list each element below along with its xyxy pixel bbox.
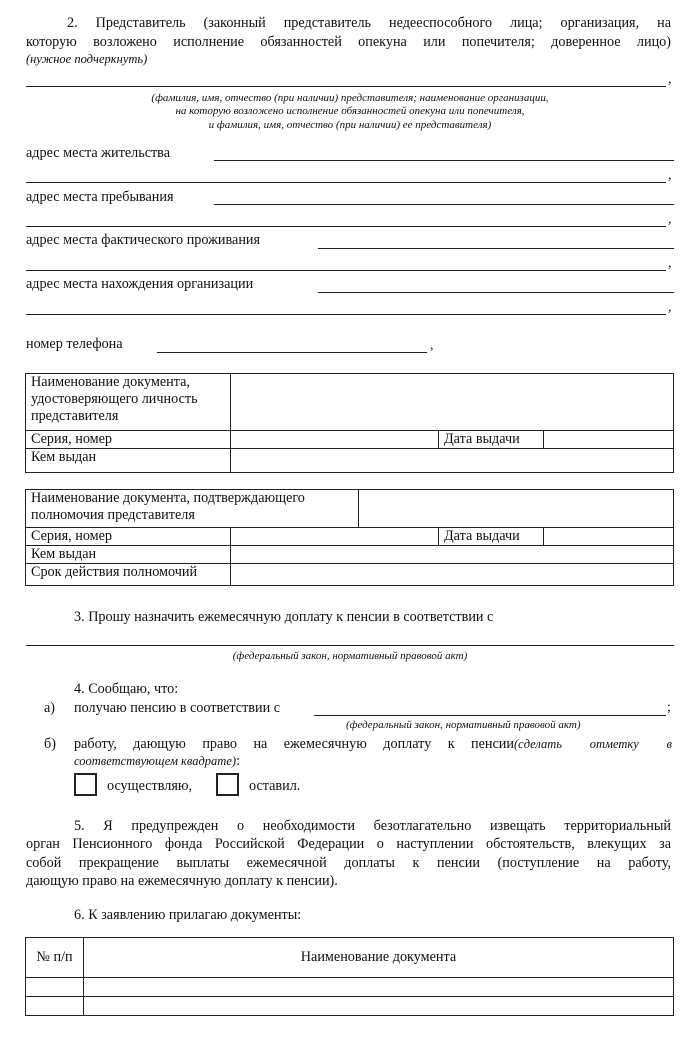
authority-validity-cell[interactable]: [231, 564, 674, 586]
identity-series-label: Серия, номер: [26, 431, 231, 449]
org-line[interactable]: [318, 292, 674, 293]
sec5-line1: 5. Я предупрежден о необходимости безотлагательно извещать территориальный: [74, 818, 671, 834]
sec2-caption-3: и фамилия, имя, отчество (при наличии) ее представителя): [208, 119, 492, 131]
authority-issue-date-label: Дата выдачи: [439, 528, 544, 546]
comma: ,: [668, 212, 672, 227]
org-label: адрес места нахождения организации: [26, 276, 254, 292]
sec4-b-line1: работу, дающую право на ежемесячную доплату к пенсии(сделать отметку в: [74, 736, 672, 752]
attachments-col-name: Наименование документа: [84, 938, 674, 978]
org-line-2[interactable]: [26, 314, 666, 315]
residence-line-2[interactable]: [26, 182, 666, 183]
actual-line-2[interactable]: [26, 270, 666, 271]
actual-label: адрес места фактического проживания: [26, 232, 261, 248]
sec5-line3: собой прекращение выплаты ежемесячной доплаты к пенсии (поступление на работу,: [26, 855, 671, 871]
sec2-caption-1: (фамилия, имя, отчество (при наличии) представителя; наименование организации,: [151, 92, 549, 104]
identity-document-table: [25, 373, 674, 473]
authority-doc-name-label: Наименование документа, подтверждающего полномочия представителя: [26, 490, 359, 528]
attachments-col-number: № п/п: [26, 938, 84, 978]
attachments-table: [25, 937, 674, 1016]
identity-doc-name-cell[interactable]: [231, 374, 674, 431]
sec4-a-letter: а): [44, 700, 56, 716]
residence-label: адрес места жительства: [26, 145, 170, 161]
attachments-row-2-name[interactable]: [84, 997, 674, 1016]
authority-issued-by-cell[interactable]: [231, 546, 674, 564]
representative-name-line[interactable]: [26, 86, 666, 87]
sec4-a-law-line[interactable]: [314, 715, 666, 716]
attachments-row-2-number[interactable]: [26, 997, 84, 1016]
authority-series-cell[interactable]: [231, 528, 439, 546]
identity-issue-date-cell[interactable]: [544, 431, 674, 449]
sec6-title: 6. К заявлению прилагаю документы:: [74, 907, 302, 923]
authority-validity-label: Срок действия полномочий: [26, 564, 231, 586]
sec2-line2: которую возложено исполнение обязанностей опекуна или попечителя; доверенное лицо): [26, 34, 671, 50]
phone-line[interactable]: [157, 352, 427, 353]
sec5-line4: дающую право на ежемесячную доплату к пенсии).: [26, 873, 338, 889]
sec3-text: 3. Прошу назначить ежемесячную доплату к пенсии в соответствии с: [74, 609, 494, 625]
sec4-a-text: получаю пенсию в соответствии с: [74, 700, 281, 716]
authority-series-label: Серия, номер: [26, 528, 231, 546]
sec3-law-line[interactable]: [26, 645, 674, 646]
comma: ,: [668, 256, 672, 271]
sec4-b-line2: соответствующем квадрате):: [74, 753, 241, 769]
work-ongoing-label: осуществляю,: [107, 778, 192, 794]
sec2-caption-2: на которую возложено исполнение обязанностей опекуна или попечителя,: [175, 105, 525, 117]
sec3-caption: (федеральный закон, нормативный правовой акт): [232, 650, 468, 662]
actual-line[interactable]: [318, 248, 674, 249]
comma: ,: [668, 72, 672, 87]
authority-issued-by-label: Кем выдан: [26, 546, 231, 564]
stay-label: адрес места пребывания: [26, 189, 174, 205]
sec5-line2: орган Пенсионного фонда Российской Федерации о наступлении обстоятельств, влекущих за: [26, 836, 671, 852]
sec4-a-caption: (федеральный закон, нормативный правовой акт): [346, 719, 581, 731]
identity-issued-by-cell[interactable]: [231, 449, 674, 473]
work-left-label: оставил.: [249, 778, 301, 794]
stay-line-2[interactable]: [26, 226, 666, 227]
comma: ,: [668, 168, 672, 183]
authority-doc-name-cell[interactable]: [359, 490, 674, 528]
identity-issued-by-label: Кем выдан: [26, 449, 231, 473]
semicolon: ;: [667, 700, 671, 715]
authority-issue-date-cell[interactable]: [544, 528, 674, 546]
identity-series-cell[interactable]: [231, 431, 439, 449]
phone-label: номер телефона: [26, 336, 123, 352]
sec4-title: 4. Сообщаю, что:: [74, 681, 179, 697]
sec4-b-letter: б): [44, 736, 56, 752]
sec2-note: (нужное подчеркнуть): [26, 52, 148, 66]
work-left-checkbox[interactable]: [216, 773, 239, 796]
attachments-row-1-number[interactable]: [26, 978, 84, 997]
residence-line[interactable]: [214, 160, 674, 161]
work-ongoing-checkbox[interactable]: [74, 773, 97, 796]
identity-doc-name-label: Наименование документа, удостоверяющего личность представителя: [26, 374, 231, 431]
identity-issue-date-label: Дата выдачи: [439, 431, 544, 449]
comma: ,: [668, 300, 672, 315]
attachments-row-1-name[interactable]: [84, 978, 674, 997]
sec2-line1: 2. Представитель (законный представитель недееспособного лица; организация, на: [67, 15, 671, 31]
stay-line[interactable]: [214, 204, 674, 205]
comma: ,: [430, 338, 434, 353]
authority-document-table: [25, 489, 674, 586]
